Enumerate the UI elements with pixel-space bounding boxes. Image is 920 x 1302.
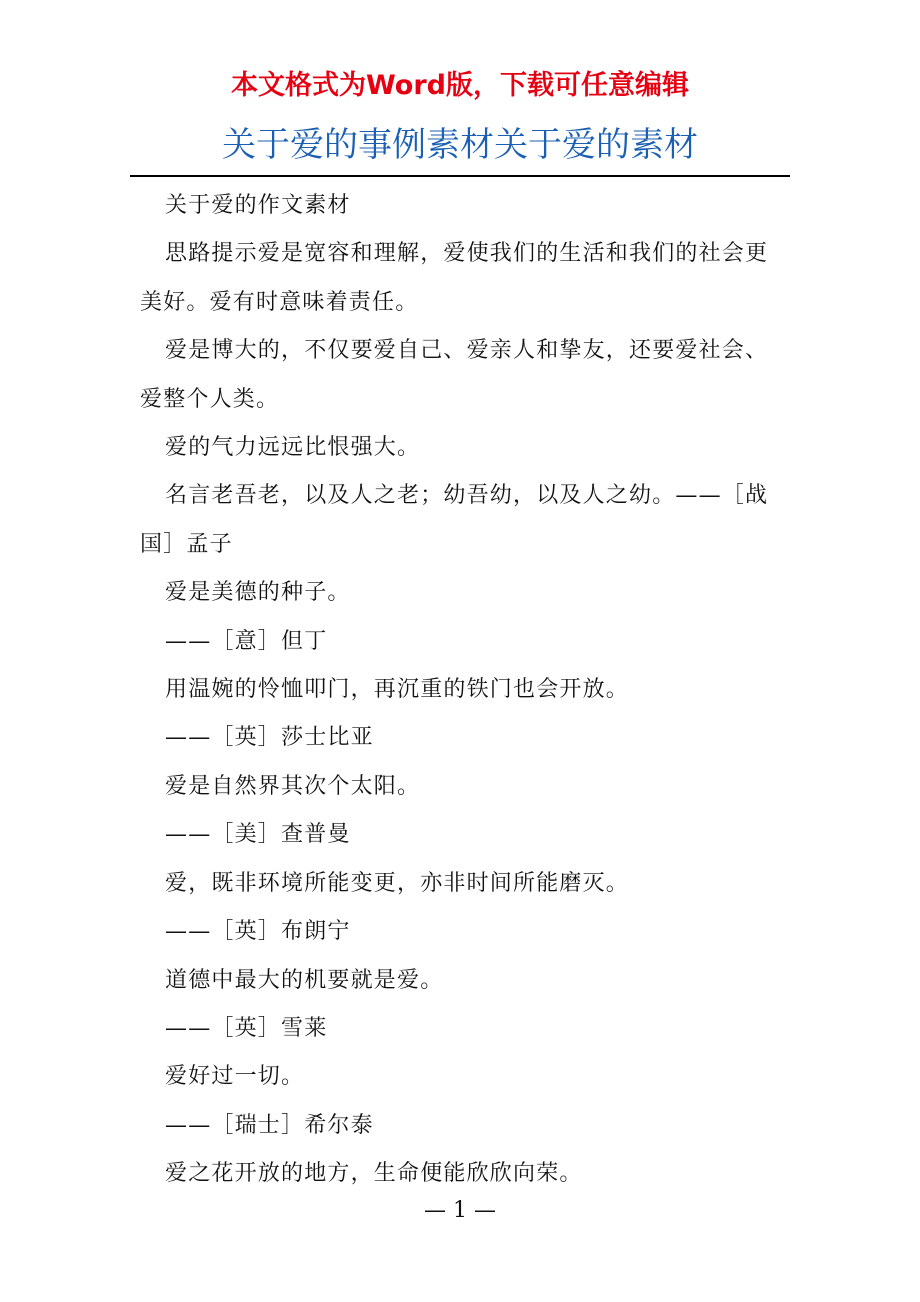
document-body [140,182,780,1199]
document-title: 关于爱的事例素材关于爱的素材 [222,125,698,165]
paragraph: 爱好过一切。 [165,1064,305,1090]
quote-attribution: ——［英］布朗宁 [165,919,351,945]
quote-attribution: ——［瑞士］希尔泰 [165,1112,374,1138]
paragraph: 爱是博大的，不仅要爱自己、爱亲人和挚友，还要爱社会、爱整个人类。 [140,338,769,412]
title-divider [130,175,790,177]
quote-attribution: ——［意］但丁 [165,628,328,654]
paragraph: 名言老吾老，以及人之老；幼吾幼，以及人之幼。——［战国］孟子 [140,483,769,557]
paragraph: 爱是美德的种子。 [165,580,351,606]
paragraph: 关于爱的作文素材 [165,193,351,218]
paragraph: 爱，既非环境所能变更，亦非时间所能磨灭。 [165,870,630,896]
download-banner: 本文格式为Word版，下载可任意编辑 [230,70,689,101]
page-number: — 1 — [424,1198,496,1223]
paragraph: 思路提示爱是宽容和理解，爱使我们的生活和我们的社会更美好。爱有时意味着责任。 [140,241,769,315]
quote-attribution: ——［英］莎士比亚 [165,725,374,751]
paragraph: 爱之花开放的地方，生命便能欣欣向荣。 [165,1161,583,1187]
quote-attribution: ——［英］雪莱 [165,1015,328,1041]
quote-attribution: ——［美］查普曼 [165,822,351,848]
paragraph: 爱是自然界其次个太阳。 [165,773,421,799]
paragraph: 道德中最大的机要就是爱。 [165,967,444,993]
paragraph: 爱的气力远远比恨强大。 [165,435,421,461]
paragraph: 用温婉的怜恤叩门，再沉重的铁门也会开放。 [165,677,630,703]
